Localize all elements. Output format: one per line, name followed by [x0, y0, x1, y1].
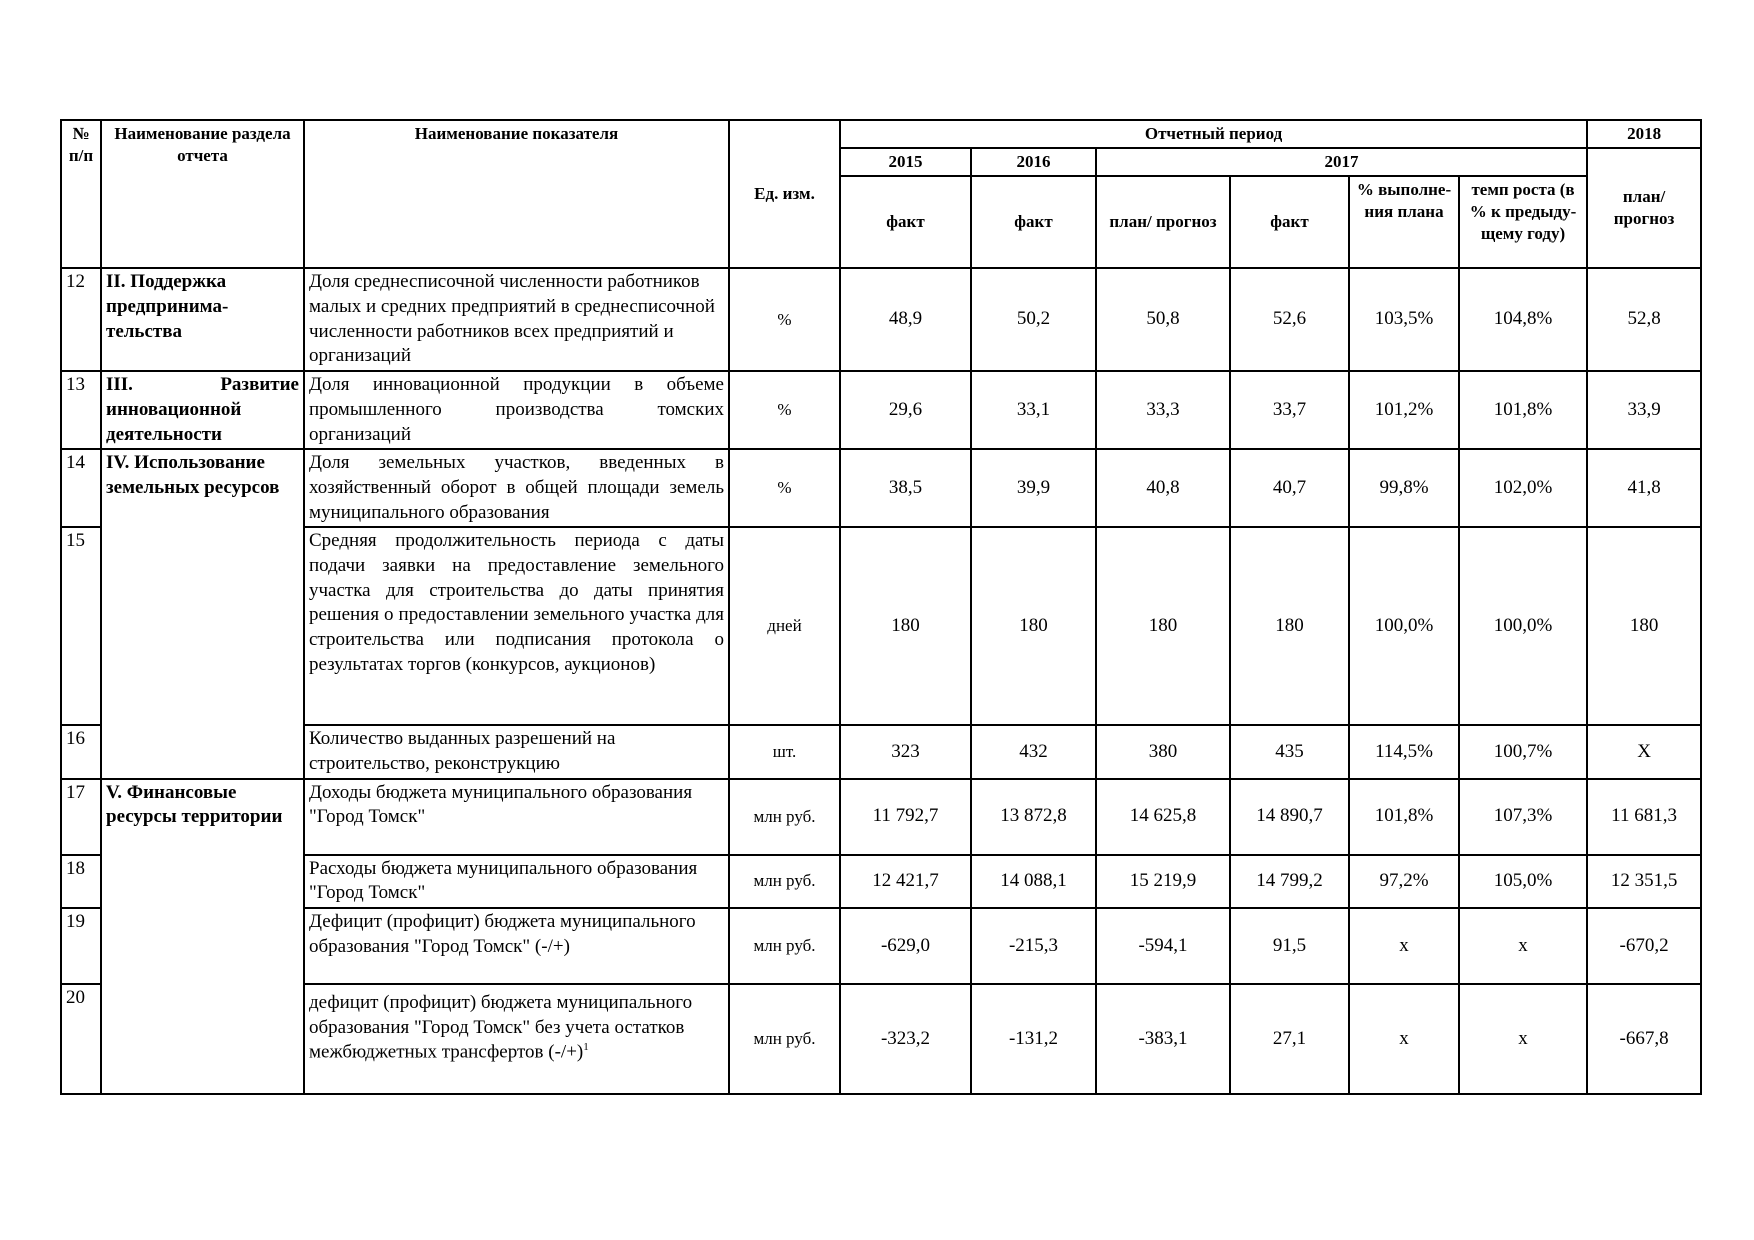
report-table	[60, 119, 1702, 1095]
plan-2017: 14 625,8	[1096, 779, 1230, 855]
row-number: 14	[61, 449, 101, 527]
plan-2017: -383,1	[1096, 984, 1230, 1094]
header-unit: Ед. изм.	[729, 120, 840, 268]
plan-2017: 380	[1096, 725, 1230, 778]
section-name: II. Поддержка предпринима-тельства	[101, 268, 304, 371]
growth: 100,0%	[1459, 527, 1587, 725]
table-row	[61, 779, 1701, 855]
plan-2018: -670,2	[1587, 908, 1701, 984]
value-2015: -629,0	[840, 908, 971, 984]
growth: х	[1459, 984, 1587, 1094]
value-2015: 323	[840, 725, 971, 778]
plan-2017: -594,1	[1096, 908, 1230, 984]
pct-plan: 114,5%	[1349, 725, 1459, 778]
unit: млн руб.	[729, 855, 840, 908]
table-row	[61, 984, 1701, 1094]
unit: млн руб.	[729, 908, 840, 984]
header-year-2017: 2017	[1096, 148, 1587, 176]
pct-plan: 99,8%	[1349, 449, 1459, 527]
header-year-2015: 2015	[840, 148, 971, 176]
fact-2017: 91,5	[1230, 908, 1349, 984]
fact-2017: 180	[1230, 527, 1349, 725]
value-2015: 38,5	[840, 449, 971, 527]
table-row	[61, 268, 1701, 371]
row-number: 16	[61, 725, 101, 778]
unit: %	[729, 371, 840, 449]
fact-2017: 435	[1230, 725, 1349, 778]
value-2016: 39,9	[971, 449, 1096, 527]
indicator-name: Дефицит (профицит) бюджета муниципального образования "Город Томск" (-/+)	[304, 908, 729, 984]
value-2016: 180	[971, 527, 1096, 725]
indicator-name: Расходы бюджета муниципального образования "Город Томск"	[304, 855, 729, 908]
pct-plan: х	[1349, 984, 1459, 1094]
pct-plan: 100,0%	[1349, 527, 1459, 725]
header-plan-2017: план/ прогноз	[1096, 176, 1230, 268]
plan-2018: 33,9	[1587, 371, 1701, 449]
header-section: Наименование раздела отчета	[101, 120, 304, 268]
unit: %	[729, 268, 840, 371]
table-row	[61, 908, 1701, 984]
header-pct-plan: % выполне-ния плана	[1349, 176, 1459, 268]
header-fact-2016: факт	[971, 176, 1096, 268]
indicator-name: Доля земельных участков, введенных в хозяйственный оборот в общей площади земель муниципального образования	[304, 449, 729, 527]
row-number: 17	[61, 779, 101, 855]
indicator-name: Доля инновационной продукции в объеме промышленного производства томских организаций	[304, 371, 729, 449]
growth: 105,0%	[1459, 855, 1587, 908]
fact-2017: 14 890,7	[1230, 779, 1349, 855]
value-2015: 12 421,7	[840, 855, 971, 908]
plan-2018: 180	[1587, 527, 1701, 725]
pct-plan: 101,2%	[1349, 371, 1459, 449]
pct-plan: х	[1349, 908, 1459, 984]
unit: шт.	[729, 725, 840, 778]
table-row	[61, 527, 1701, 725]
plan-2017: 40,8	[1096, 449, 1230, 527]
table-row	[61, 725, 1701, 778]
plan-2017: 180	[1096, 527, 1230, 725]
value-2016: 33,1	[971, 371, 1096, 449]
unit: %	[729, 449, 840, 527]
plan-2018: 41,8	[1587, 449, 1701, 527]
plan-2018: 11 681,3	[1587, 779, 1701, 855]
value-2015: 29,6	[840, 371, 971, 449]
plan-2018: 12 351,5	[1587, 855, 1701, 908]
plan-2018: Х	[1587, 725, 1701, 778]
row-number: 18	[61, 855, 101, 908]
growth: 107,3%	[1459, 779, 1587, 855]
growth: 100,7%	[1459, 725, 1587, 778]
plan-2018: 52,8	[1587, 268, 1701, 371]
section-name-line1: III. Развитие	[106, 374, 299, 396]
growth: 102,0%	[1459, 449, 1587, 527]
growth: 104,8%	[1459, 268, 1587, 371]
footnote-mark: 1	[583, 1041, 589, 1054]
indicator-text: дефицит (профицит) бюджета муниципального образования "Город Томск" без учета остатков межбюджетных трансфертов (-/+)	[309, 992, 693, 1063]
section-name-line2: инновационной деятельности	[106, 398, 242, 445]
indicator-name: Доля среднесписочной численности работников малых и средних предприятий в среднесписочной численности работников всех предприятий и организаций	[304, 268, 729, 371]
unit: дней	[729, 527, 840, 725]
header-period: Отчетный период	[840, 120, 1587, 148]
row-number: 13	[61, 371, 101, 449]
fact-2017: 14 799,2	[1230, 855, 1349, 908]
row-number: 20	[61, 984, 101, 1094]
fact-2017: 27,1	[1230, 984, 1349, 1094]
header-num: № п/п	[61, 120, 101, 268]
value-2015: 11 792,7	[840, 779, 971, 855]
table-row	[61, 371, 1701, 449]
plan-2017: 15 219,9	[1096, 855, 1230, 908]
pct-plan: 101,8%	[1349, 779, 1459, 855]
row-number: 19	[61, 908, 101, 984]
table-row	[61, 855, 1701, 908]
plan-2018: -667,8	[1587, 984, 1701, 1094]
growth: х	[1459, 908, 1587, 984]
fact-2017: 52,6	[1230, 268, 1349, 371]
header-plan-2018: план/ прогноз	[1587, 148, 1701, 268]
indicator-name: Количество выданных разрешений на строительство, реконструкцию	[304, 725, 729, 778]
value-2015: 48,9	[840, 268, 971, 371]
header-year-2018: 2018	[1587, 120, 1701, 148]
value-2016: -215,3	[971, 908, 1096, 984]
header-fact-2017: факт	[1230, 176, 1349, 268]
indicator-name	[304, 984, 729, 1094]
value-2016: 50,2	[971, 268, 1096, 371]
header-year-2016: 2016	[971, 148, 1096, 176]
fact-2017: 40,7	[1230, 449, 1349, 527]
row-number: 12	[61, 268, 101, 371]
section-name	[101, 371, 304, 449]
value-2016: 13 872,8	[971, 779, 1096, 855]
header-indicator: Наименование показателя	[304, 120, 729, 268]
value-2016: 432	[971, 725, 1096, 778]
value-2015: 180	[840, 527, 971, 725]
value-2016: 14 088,1	[971, 855, 1096, 908]
plan-2017: 33,3	[1096, 371, 1230, 449]
table-row	[61, 449, 1701, 527]
unit: млн руб.	[729, 984, 840, 1094]
header-fact-2015: факт	[840, 176, 971, 268]
indicator-name: Средняя продолжительность периода с даты подачи заявки на предоставление земельного участка для строительства до даты принятия решения о предоставлении земельного участка для строительства или подписания протокола о результатах торгов (конкурсов, аукционов)	[304, 527, 729, 725]
growth: 101,8%	[1459, 371, 1587, 449]
value-2015: -323,2	[840, 984, 971, 1094]
header-growth: темп роста (в % к предыду-щему году)	[1459, 176, 1587, 268]
row-number: 15	[61, 527, 101, 725]
plan-2017: 50,8	[1096, 268, 1230, 371]
section-name: V. Финансовые ресурсы территории	[101, 779, 304, 1094]
pct-plan: 97,2%	[1349, 855, 1459, 908]
indicator-name: Доходы бюджета муниципального образования "Город Томск"	[304, 779, 729, 855]
value-2016: -131,2	[971, 984, 1096, 1094]
section-name: IV. Использование земельных ресурсов	[101, 449, 304, 778]
unit: млн руб.	[729, 779, 840, 855]
fact-2017: 33,7	[1230, 371, 1349, 449]
pct-plan: 103,5%	[1349, 268, 1459, 371]
